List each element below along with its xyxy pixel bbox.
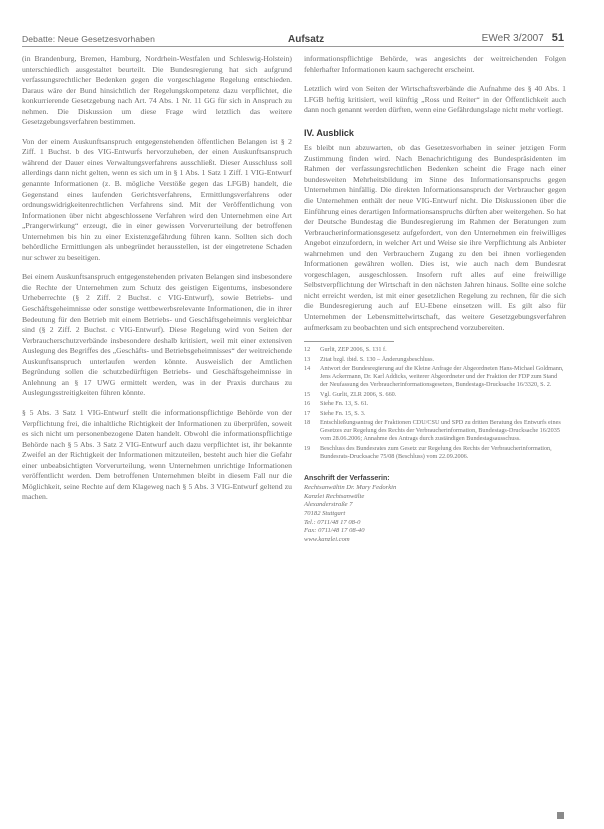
address-line: Fax: 0711/48 17 08-40 [304, 527, 365, 535]
paragraph: Bei einem Auskunftsanspruch entgegenstehenden privaten Belangen sind insbesondere die Rechte der Unternehmen zum Schutz des geistigen Eigentums, insbesondere Urheberrechte (§ 2 Ziff. 2 Buchst. c VIG-Entwurf), sowie Betriebs- und Geschäftsgeheimnisse oder sonstige wettbewerbsrelevante Informationen, die in ihrer Bedeutung für den Betrieb mit einem Betriebs- und Geschäftsgeheimnis vergleichbar sind (§ 2 Ziff. 2 Buchst. c VIG-Entwurf). Diese Regelung wird von Seiten der Verbraucherschutzverbände insbesondere deshalb kritisiert, weil mit einer extensiven Auslegung des Begriffes des „Geschäfts- und Betriebsgeheimnisses“ der weitreichende Auskunftsanspruch unterlaufen werden könnte. Ausweislich der Amtlichen Begründung sollen die schutzbedürftigen Betriebs- und Geschäftsgeheimnisse in Anlehnung an § 17 UWG ermittelt werden, was in der Praxis durchaus zu Auslegungsstreitigkeiten führen könnte. [22, 272, 292, 398]
footnote [304, 391, 566, 399]
paragraph: Letztlich wird von Seiten der Wirtschaftsverbände die Aufnahme des § 40 Abs. 1 LFGB heftig kritisiert, weil künftig „Ross und Reiter“ in der Öffentlichkeit auch dann noch genannt werden dürften, wenn eine Gefährdungslage nicht mehr vorliegt. [304, 84, 566, 115]
footnote [304, 346, 566, 354]
running-header-right [482, 32, 564, 44]
paragraph: (in Brandenburg, Bremen, Hamburg, Nordrhein-Westfalen und Schleswig-Holstein) unterschiedlich ausgestaltet beurteilt. Die Bundesregierung hat sich aufgrund verfassungsrechtlicher Bedenken gegen die vorgeschlagene Regelung entschieden. Daraus wäre der Bund hinsichtlich der Regelungskompetenz dazu verpflichtet, die konkurrierende Gesetzgebung nach Art. 74 Abs. 1 Nr. 11 GG für sich in Anspruch zu nehmen. Die Diskussion um diese Frage wird letztlich das weitere Gesetzgebungsverfahren bestimmen. [22, 54, 292, 127]
footnote-number: 17 [304, 409, 311, 417]
paragraph: Es bleibt nun abzuwarten, ob das Gesetzesvorhaben in seiner jetzigen Form Zustimmung finden wird. Nach Benachrichtigung des Bundespräsidenten im Rahmen der verfassungsrechtlichen Bedenken scheint die Frage nach einer bundesweiten Mehrheitsbildung im Sinne des Informationsanspruchs gegen Unternehmen hinfällig. Die direkten Informationsanspruch der Verbraucher gegen die Unternehmen enthält der neue VIG-Entwurf nicht. Die Diskussionen über die Einführung eines derartigen Informationsanspruchs dürften aber weitergehen. So hat der Deutsche Bundestag die Bundesregierung im Rahmen der Beratungen zum Verbraucherinformationsgesetz aufgefordert, von den Unternehmen ein freiwilliges Angebot einzufordern, in welcher Art und Weise sie ihre Verpflichtung als Anbieter wahrnehmen und den Verbrauchern Zugang zu den bei ihnen vorliegenden Informationen gewähren wollen. Dies ist, wie auch nach dem Bundesrat vorgeschlagen, ausgeschlossen. Insofern ruft alles auf eine freiwillige Selbstverpflichtung der Wirtschaft in den nächsten Jahren hinaus. Sollte eine solche nicht erreicht werden, ist mit einer gesetzlichen Regelung zu rechnen, für die sich die Bundesregierung auch auf EU-Ebene einsetzen will. Es gilt also für Unternehmen der Lebensmittelwirtschaft, das weitere Gesetzgebungsverfahren aufmerksam zu beobachten und sich entsprechend vorzubereiten. [304, 143, 566, 332]
running-header-left: Debatte: Neue Gesetzesvorhaben [22, 34, 155, 44]
footnote [304, 419, 566, 443]
footnote [304, 365, 566, 389]
paragraph: informationspflichtige Behörde, was angesichts der weitreichenden Folgen fehlerhafter Informationen kaum sachgerecht erscheint. [304, 54, 566, 74]
footnote [304, 410, 566, 418]
right-column [304, 54, 566, 544]
address-line: Kanzlei Rechtsanwälte [304, 492, 365, 500]
address-line: Alexanderstraße 7 [304, 501, 353, 509]
address-line: 70182 Stuttgart [304, 510, 346, 517]
paragraph: Von der einem Auskunftsanspruch entgegenstehenden öffentlichen Belangen ist § 2 Ziff. 1 Buchst. b des VIG-Entwurfs hervorzuheben, der einen Auskunftsanspruch während der Dauer eines Verwaltungsverfahrens ausschließt. Dieser Ausschluss soll allerdings dann nicht gelten, wenn es sich um in § 1 Abs. 1 Satz 1 Ziff. 1 VIG-Entwurf genannte Informationen (z. B. mögliche Verstöße gegen das LFGB) handelt, die Gegenstand eines laufenden Gerichtsverfahrens, Ermittlungsverfahrens oder ordnungswidrigkeitenrechtlichen Verfahrens sind. Mit der Veröffentlichung von Informationen über nicht abgeschlossene Verfahren wird den Unternehmen eine Art „Prangerwirkung“ erzeugt, die in einer gewissen Vorverurteilung der betroffenen Unternehmen bis hin zu einer Existenzgefährdung führen kann. Sollten sich doch behördliche Ermittlungen als unbegründet herausstellen, ist der eingetretene Schaden nur schwer zu beseitigen. [22, 136, 292, 262]
journal-issue: EWeR 3/2007 [481, 33, 544, 44]
footnote-number: 18 [304, 419, 311, 427]
footnote-number: 12 [304, 346, 311, 354]
footnote [304, 445, 566, 461]
footnote-number: 15 [304, 390, 311, 398]
address-line: www.kanzlei.com [304, 535, 350, 543]
footnote-number: 14 [304, 365, 311, 373]
address-title: Anschrift der Verfasserin: [304, 474, 390, 482]
page-number: 51 [551, 32, 564, 44]
address-line: Rechtsanwältin Dr. Mary Fedorkin [304, 484, 397, 492]
footnote [304, 400, 566, 408]
left-column [22, 54, 292, 503]
footnote [304, 356, 566, 364]
footnote-text: Vgl. Gurlit, ZLR 2006, S. 660. [320, 390, 397, 398]
header-rule [22, 46, 564, 47]
running-header-section: Aufsatz [288, 34, 325, 45]
end-of-article-square-icon [557, 812, 564, 819]
footnote-number: 13 [304, 355, 311, 363]
address-line: Tel.: 0711/48 17 08-0 [304, 518, 361, 526]
footnote-number: 19 [304, 444, 311, 452]
footnote-text: Siehe Fn. 15, S. 3. [320, 409, 366, 417]
footnote-text: Entschließungsantrag der Fraktionen CDU/CSU und SPD zu dritten Beratung des Entwurfs eines Gesetzes zur Regelung des Rechts der Verbraucherinformation, Bundestags-Drucksache 16/2035 vom 28.06.2006; Annahme des Antrags durch zuständigen Bundestagsausschuss. [320, 419, 561, 443]
footnote-text: Siehe Fn. 13, S. 61. [320, 400, 369, 408]
paragraph: § 5 Abs. 3 Satz 1 VIG-Entwurf stellt die informationspflichtige Behörde von der Verpflichtung frei, die inhaltliche Richtigkeit der Informationen zu überprüfen, soweit es sich nicht um personenbezogene Daten handelt. Obwohl die informationspflichtige Behörde nach § 5 Abs. 3 Satz 2 VIG-Entwurf auch dazu verpflichtet ist, ihr bekannte Zweifel an der Richtigkeit der Informationen mitzuteilen, besteht auch hier die Gefahr einer unbeabsichtigten Vorverurteilung, wenn Unternehmen unrichtige Informationen veröffentlicht werden. Dem betroffenen Unternehmen bleibt in diesem Fall nur die Möglichkeit, seine Rechte auf dem Klageweg nach § 5 Abs. 3 VIG-Entwurf geltend zu machen. [22, 407, 292, 502]
footnote-text: Gurlit, ZEP 2006, S. 131 f. [320, 346, 387, 354]
footnote-text: Antwort der Bundesregierung auf die Kleine Anfrage der Abgeordneten Hans-Michael Goldmann, Jens Ackermann, Dr. Karl Addicks, weiterer Abgeordneter und der Fraktion der FDP zum Stand der Neufassung des Verbraucherinformationsgesetzes, Bundestags-Drucksache 16/3320, S. 2. [320, 365, 564, 389]
footnote-text: Beschluss des Bundesrates zum Gesetz zur Regelung des Rechts der Verbraucherinformation, Bundesrats-Drucksache 75/08 (Beschluss) vom 22.09.2006. [320, 444, 552, 460]
footnote-rule [304, 341, 394, 342]
author-address [304, 475, 566, 545]
section-heading: IV. Ausblick [304, 127, 354, 138]
footnote-number: 16 [304, 400, 311, 408]
footnote-text: Zitat bzgl. ibid. S. 130 – Änderungsbeschluss. [320, 355, 435, 363]
